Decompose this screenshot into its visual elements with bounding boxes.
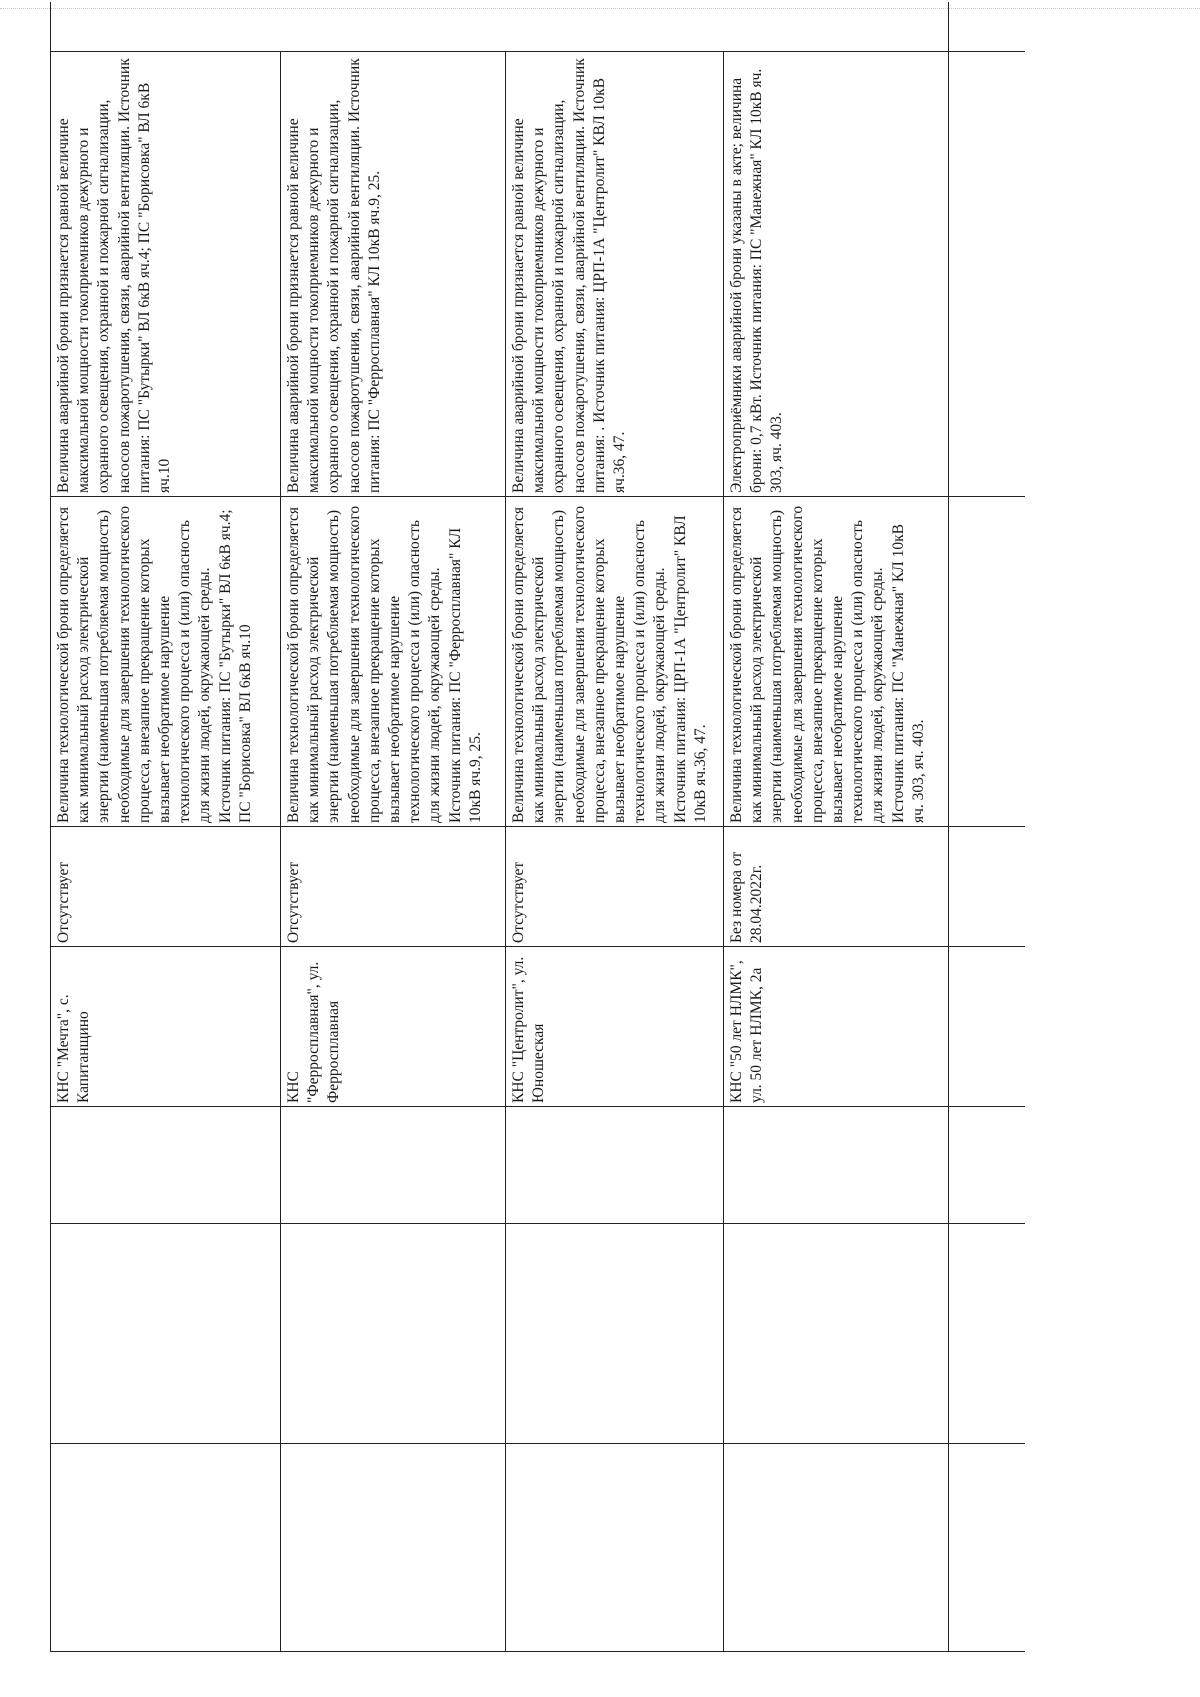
table-row-act: Отсутствует: [55, 861, 72, 943]
spacer: [50, 487, 54, 497]
table-row-emergency-reserve: Величина аварийной брони признается равной величине максимальной мощности токоприемников дежурного и охранного освещения, охранной и пожарной сигнализации, насосов пожаротушения, связи, аварийной вентиляции. Источник питания: . Источник питания: ЦРП-1А "Центролит" КВЛ 10кВ яч.36, 47.: [510, 58, 629, 493]
table-row-object: КНС "50 лет НЛМК", ул. 50 лет НЛМК, 2а: [728, 960, 766, 1103]
table-row-act: Без номера от 28.04.2022г.: [728, 851, 766, 943]
table-row-tech-reserve: Величина технологической брони определяется как минимальный расход электрической энергии (наименьшая потребляемая мощность) необходимые для завершения технологического процесса, внезапное прекращение которых вызывает необратимое нарушение технологического процесса и (или) опасность для жизни людей, окружающей среды. Источник питания: ПС "Бутырки" ВЛ 6кВ яч.4; ПС "Борисовка" ВЛ 6кВ яч.10: [55, 505, 254, 823]
table-row-object: КНС "Ферросплавная", ул. Ферросплавная: [285, 961, 343, 1103]
table-row-object: КНС "Центролит", ул. Юношеская: [510, 956, 548, 1103]
table-row-tech-reserve: Величина технологической брони определяется как минимальный расход электрической энергии (наименьшая потребляемая мощность) необходимые для завершения технологического процесса, внезапное прекращение которых вызывает необратимое нарушение технологического процесса и (или) опасность для жизни людей, окружающей среды. Источник питания: ПС "Ферросплавная" КЛ 10кВ яч.9, 25.: [285, 505, 484, 823]
table-row-emergency-reserve: Величина аварийной брони признается равной величине максимальной мощности токоприемников дежурного и охранного освещения, охранной и пожарной сигнализации, насосов пожаротушения, связи, аварийной вентиляции. Источник питания: ПС "Бутырки" ВЛ 6кВ яч.4; ПС "Борисовка" ВЛ 6кВ яч.10: [55, 58, 174, 493]
rotated-page-emergency: [50, 2, 1025, 1652]
table-row-object: КНС "Мечта", с. Капитанщино: [55, 994, 93, 1103]
table-row-emergency-reserve: Величина аварийной брони признается равной величине максимальной мощности токоприемников дежурного и охранного освещения, охранной и пожарной сигнализации, насосов пожаротушения, связи, аварийной вентиляции. Источник питания: ПС "Ферросплавная" КЛ 10кВ яч.9, 25.: [285, 58, 383, 493]
table-row-act: Отсутствует: [510, 861, 527, 943]
table-row-act: Отсутствует: [285, 861, 302, 943]
table-row-tech-reserve: Величина технологической брони определяется как минимальный расход электрической энергии (наименьшая потребляемая мощность) необходимые для завершения технологического процесса, внезапное прекращение которых вызывает необратимое нарушение технологического процесса и (или) опасность для жизни людей, окружающей среды. Источник питания: ЦРП-1А "Центролит" КВЛ 10кВ яч.36, 47.: [510, 505, 709, 823]
table-row-tech-reserve: Величина технологической брони определяется как минимальный расход электрической энергии (наименьшая потребляемая мощность) необходимые для завершения технологического процесса, внезапное прекращение которых вызывает необратимое нарушение технологического процесса и (или) опасность для жизни людей, окружающей среды. Источник питания: ПС "Манежная" КЛ 10кВ яч. 303, яч. 403.: [728, 505, 927, 823]
table-row-emergency-reserve: Электроприёмники аварийной брони указаны в акте; величина брони: 0,7 кВт. Источник питания: ПС "Манежная" КЛ 10кВ яч. 303, яч. 403.: [728, 68, 786, 493]
